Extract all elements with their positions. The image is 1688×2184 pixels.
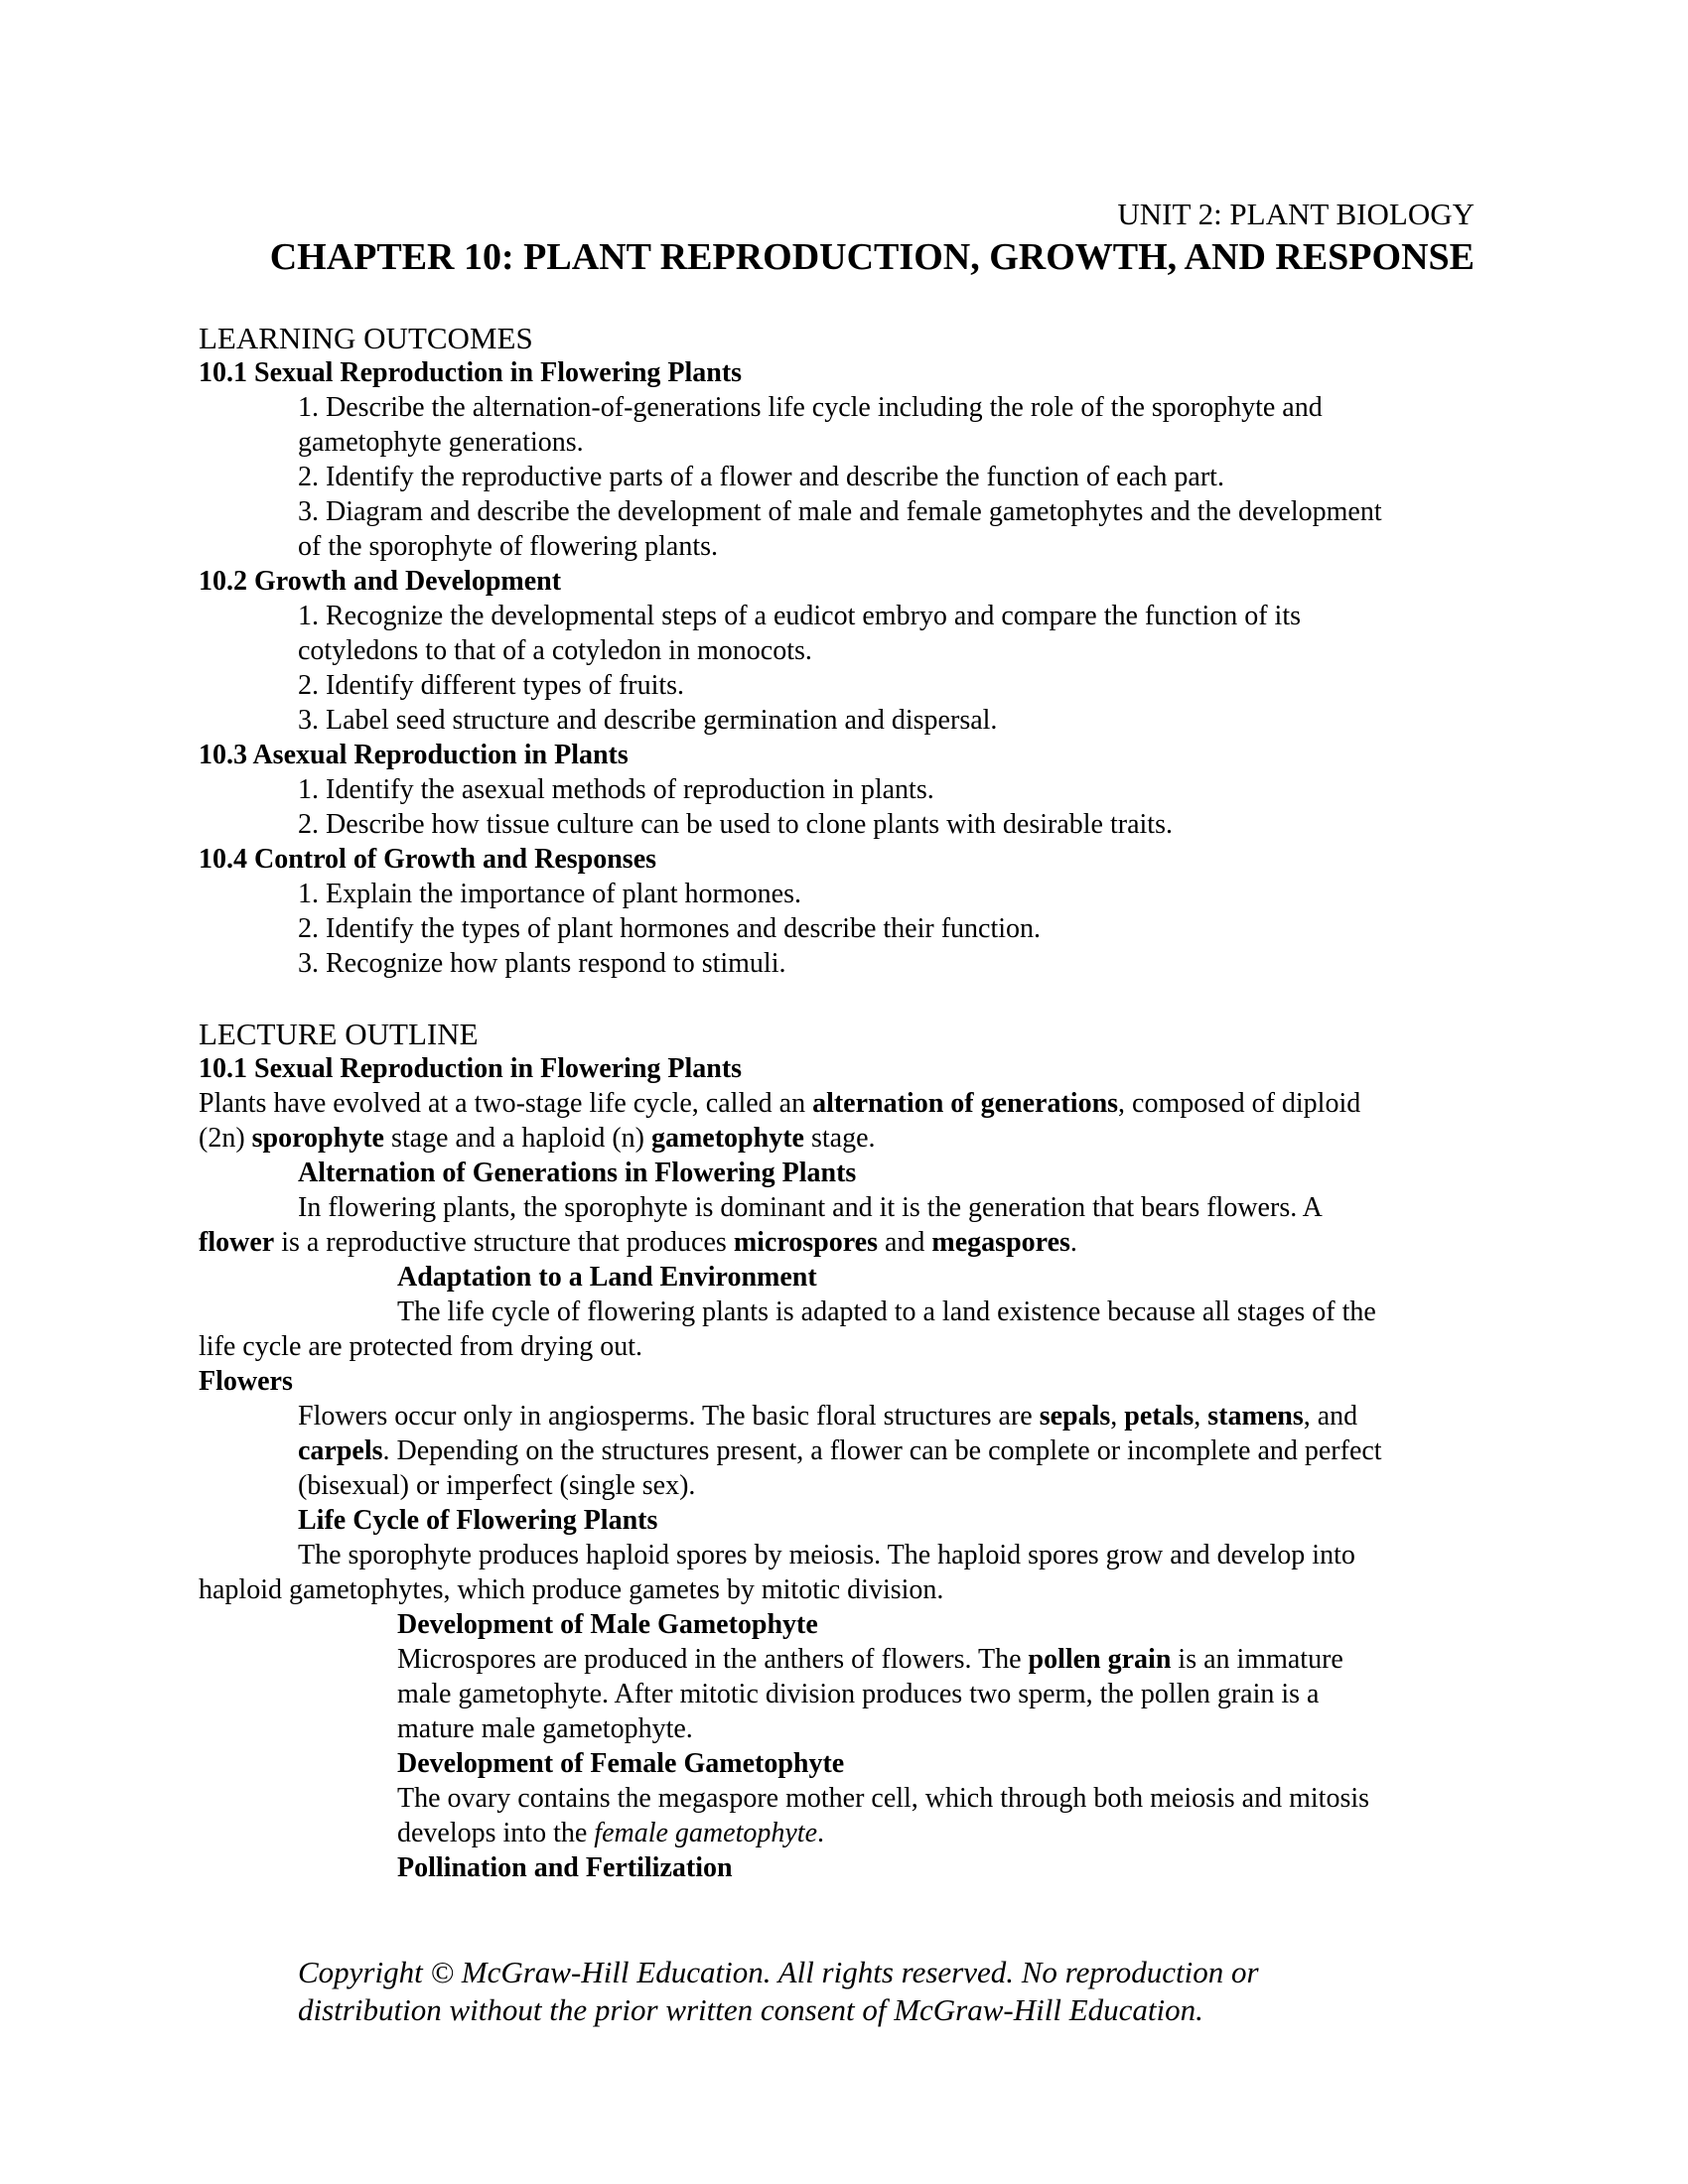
outcome-section-title: 10.1 Sexual Reproduction in Flowering Plants <box>199 357 743 388</box>
chapter-title: CHAPTER 10: PLANT REPRODUCTION, GROWTH, AND RESPONSE <box>269 236 1475 278</box>
paragraph-line: haploid gametophytes, which produce gametes by mitotic division. <box>199 1574 944 1605</box>
outcome-line: 1. Recognize the developmental steps of a eudicot embryo and compare the function of its <box>298 601 1302 631</box>
copyright-line: Copyright © McGraw-Hill Education. All rights reserved. No reproduction or <box>298 1955 1259 1989</box>
paragraph-line: flower is a reproductive structure that produces microspores and megaspores. <box>199 1227 1077 1258</box>
outcome-line: 1. Explain the importance of plant hormones. <box>298 879 801 909</box>
paragraph-line: (bisexual) or imperfect (single sex). <box>298 1470 696 1501</box>
main-content <box>199 321 1479 1885</box>
paragraph-line: The ovary contains the megaspore mother cell, which through both meiosis and mitosis <box>397 1783 1370 1814</box>
outline-subheading: Alternation of Generations in Flowering Plants <box>298 1158 857 1188</box>
paragraph-line: The life cycle of flowering plants is adapted to a land existence because all stages of the <box>397 1297 1376 1327</box>
outcome-section-title: 10.4 Control of Growth and Responses <box>199 844 657 875</box>
outline-section-title: 10.1 Sexual Reproduction in Flowering Plants <box>199 1053 743 1084</box>
paragraph-line: mature male gametophyte. <box>397 1713 693 1744</box>
outcome-line: 2. Identify the reproductive parts of a flower and describe the function of each part. <box>298 462 1224 492</box>
outline-subheading: Development of Female Gametophyte <box>397 1748 845 1779</box>
paragraph-line: The sporophyte produces haploid spores by meiosis. The haploid spores grow and develop into <box>298 1540 1355 1570</box>
outcome-line: 3. Recognize how plants respond to stimuli. <box>298 948 786 979</box>
outline-subheading: Development of Male Gametophyte <box>397 1609 818 1640</box>
lecture-outline-heading: LECTURE OUTLINE <box>199 1017 479 1051</box>
outcome-line: 2. Identify the types of plant hormones and describe their function. <box>298 913 1042 944</box>
paragraph-line: Plants have evolved at a two-stage life cycle, called an alternation of generations, composed of diploid <box>199 1088 1361 1119</box>
outline-subheading: Pollination and Fertilization <box>397 1852 733 1883</box>
outline-section-title: Flowers <box>199 1366 293 1397</box>
outcome-line: 1. Describe the alternation-of-generations life cycle including the role of the sporophyte and <box>298 392 1323 423</box>
outcome-line: 2. Identify different types of fruits. <box>298 670 685 701</box>
outcome-line: 1. Identify the asexual methods of reproduction in plants. <box>298 774 934 805</box>
paragraph-line: develops into the female gametophyte. <box>397 1818 824 1848</box>
paragraph-line: In flowering plants, the sporophyte is dominant and it is the generation that bears flowers. A <box>298 1192 1323 1223</box>
paragraph-line: Microspores are produced in the anthers of flowers. The pollen grain is an immature <box>397 1644 1343 1675</box>
outcome-line: 2. Describe how tissue culture can be used to clone plants with desirable traits. <box>298 809 1173 840</box>
outcome-line: 3. Label seed structure and describe germination and dispersal. <box>298 705 998 736</box>
outcome-line: cotyledons to that of a cotyledon in monocots. <box>298 635 812 666</box>
unit-title: UNIT 2: PLANT BIOLOGY <box>1117 197 1475 231</box>
copyright-notice <box>298 1954 1259 2029</box>
outcome-line: of the sporophyte of flowering plants. <box>298 531 719 562</box>
copyright-line: distribution without the prior written consent of McGraw-Hill Education. <box>298 1992 1203 2027</box>
paragraph-line: carpels. Depending on the structures present, a flower can be complete or incomplete and perfect <box>298 1435 1382 1466</box>
outline-subheading: Life Cycle of Flowering Plants <box>298 1505 658 1536</box>
outline-subheading: Adaptation to a Land Environment <box>397 1262 817 1293</box>
outcome-line: gametophyte generations. <box>298 427 584 458</box>
paragraph-line: life cycle are protected from drying out. <box>199 1331 643 1362</box>
outcome-section-title: 10.3 Asexual Reproduction in Plants <box>199 740 629 770</box>
paragraph-line: (2n) sporophyte stage and a haploid (n) gametophyte stage. <box>199 1123 876 1154</box>
learning-outcomes-heading: LEARNING OUTCOMES <box>199 321 533 355</box>
outcome-line: 3. Diagram and describe the development of male and female gametophytes and the development <box>298 496 1382 527</box>
outcome-section-title: 10.2 Growth and Development <box>199 566 562 597</box>
paragraph-line: male gametophyte. After mitotic division produces two sperm, the pollen grain is a <box>397 1679 1320 1709</box>
paragraph-line: Flowers occur only in angiosperms. The basic floral structures are sepals, petals, stamens, and <box>298 1401 1358 1432</box>
